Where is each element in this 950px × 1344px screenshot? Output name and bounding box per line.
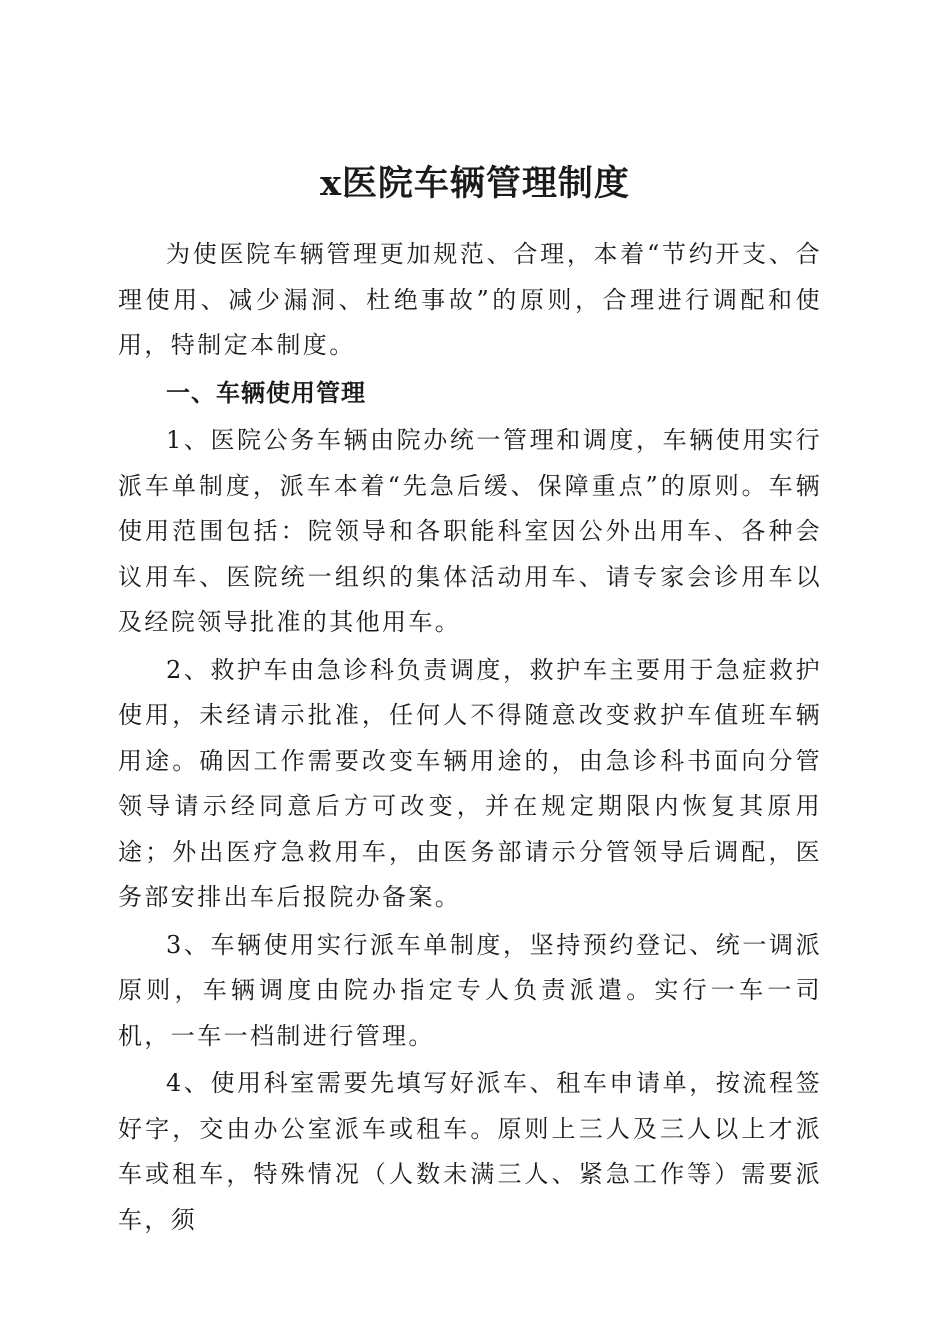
section-heading-vehicle-use: 一、车辆使用管理	[166, 378, 366, 407]
clause-2-paragraph: 2、救护车由急诊科负责调度，救护车主要用于急症救护使用，未经请示批准，任何人不得随意改变救护车值班车辆用途。确因工作需要改变车辆用途的，由急诊科书面向分管领导请示经同意后方可改变，并在规定期限内恢复其原用途；外出医疗急救用车，由医务部请示分管领导后调配，医务部安排出车后报院办备案。	[118, 655, 822, 911]
clause-4-paragraph: 4、使用科室需要先填写好派车、租车申请单，按流程签好字，交由办公室派车或租车。原则上三人及三人以上才派车或租车，特殊情况（人数未满三人、紧急工作等）需要派车，须	[118, 1069, 822, 1234]
clause-3-paragraph: 3、车辆使用实行派车单制度，坚持预约登记、统一调派原则，车辆调度由院办指定专人负责派遣。实行一车一司机，一车一档制进行管理。	[118, 930, 822, 1050]
intro-paragraph: 为使医院车辆管理更加规范、合理，本着“节约开支、合理使用、减少漏洞、杜绝事故”的原则，合理进行调配和使用，特制定本制度。	[118, 240, 822, 359]
clause-1-paragraph: 1、医院公务车辆由院办统一管理和调度，车辆使用实行派车单制度，派车本着“先急后缓、保障重点”的原则。车辆使用范围包括：院领导和各职能科室因公外出用车、各种会议用车、医院统一组织的集体活动用车、请专家会诊用车以及经院领导批准的其他用车。	[118, 426, 822, 636]
document-body	[118, 232, 822, 1245]
document-title: x医院车辆管理制度	[320, 163, 630, 205]
